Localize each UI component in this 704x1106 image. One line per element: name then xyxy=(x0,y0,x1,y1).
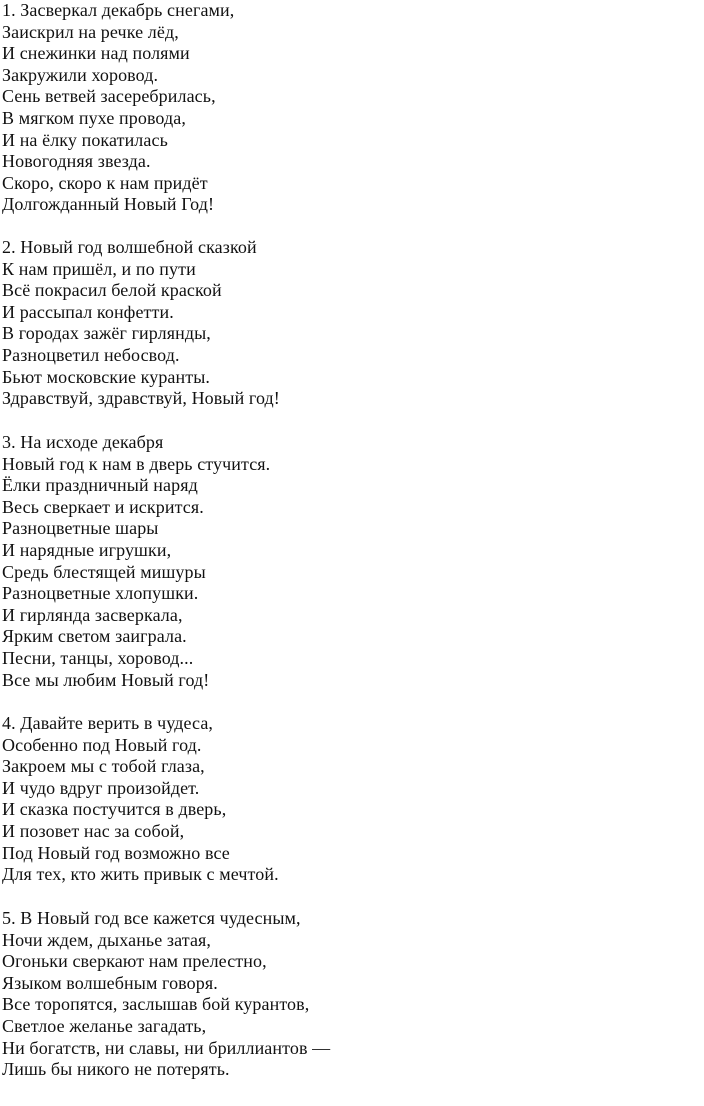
poem-line: 4. Давайте верить в чудеса, xyxy=(2,713,214,733)
poem-line: Средь блестящей мишуры xyxy=(2,561,206,582)
poem-line: Бьют московские куранты. xyxy=(2,366,211,387)
poem-line: 1. Засверкал декабрь снегами, xyxy=(2,0,235,20)
poem-line: Лишь бы никого не потерять. xyxy=(2,1059,230,1080)
stanza-4 xyxy=(2,713,279,886)
poem-line: Для тех, кто жить привык с мечтой. xyxy=(2,864,279,885)
poem-line: В мягком пухе провода, xyxy=(2,107,186,128)
poem-line: Скоро, скоро к нам придёт xyxy=(2,172,208,193)
stanza-1 xyxy=(2,0,234,216)
poem-line: И на ёлку покатилась xyxy=(2,129,168,150)
poem-line: И чудо вдруг произойдет. xyxy=(2,777,200,798)
poem-line: Долгожданный Новый Год! xyxy=(2,194,215,215)
poem-line: Светлое желанье загадать, xyxy=(2,1015,207,1036)
poem-line: Закружили хоровод. xyxy=(2,64,159,85)
poem-line: Здравствуй, здравствуй, Новый год! xyxy=(2,388,280,409)
poem-line: Новогодняя звезда. xyxy=(2,151,151,172)
poem-line: Под Новый год возможно все xyxy=(2,842,230,863)
stanza-3 xyxy=(2,432,270,691)
poem-line: В городах зажёг гирлянды, xyxy=(2,323,211,344)
poem-line: Весь сверкает и искрится. xyxy=(2,496,204,517)
poem-line: И нарядные игрушки, xyxy=(2,539,172,560)
poem-line: И сказка постучится в дверь, xyxy=(2,799,227,820)
poem-line: И позовет нас за собой, xyxy=(2,820,185,841)
poem-line: К нам пришёл, и по пути xyxy=(2,258,196,279)
poem-line: Ёлки праздничный наряд xyxy=(2,475,198,496)
stanza-5 xyxy=(2,908,330,1081)
poem-line: Все торопятся, заслышав бой курантов, xyxy=(2,994,310,1015)
poem-line: Ни богатств, ни славы, ни бриллиантов — xyxy=(2,1037,331,1058)
poem-line: Закроем мы с тобой глаза, xyxy=(2,756,205,777)
poem-line: Разноцветные хлопушки. xyxy=(2,583,199,604)
poem-line: Всё покрасил белой краской xyxy=(2,280,222,301)
poem-line: Разноцветные шары xyxy=(2,518,159,539)
poem-line: Заискрил на речке лёд, xyxy=(2,21,179,42)
poem-line: Языком волшебным говоря. xyxy=(2,972,218,993)
poem-line: Огоньки сверкают нам прелестно, xyxy=(2,951,267,972)
poem-line: Песни, танцы, хоровод... xyxy=(2,647,194,668)
poem-line: Все мы любим Новый год! xyxy=(2,669,210,690)
poem-line: И снежинки над полями xyxy=(2,43,190,64)
poem-line: Сень ветвей засеребрилась, xyxy=(2,86,216,107)
poem-line: Ярким светом заиграла. xyxy=(2,626,187,647)
poem-line: Особенно под Новый год. xyxy=(2,734,202,755)
poem-line: Разноцветил небосвод. xyxy=(2,344,180,365)
poem-line: 3. На исходе декабря xyxy=(2,432,164,452)
stanza-2 xyxy=(2,237,280,410)
poem-line: Новый год к нам в дверь стучится. xyxy=(2,453,271,474)
poem-line: 5. В Новый год все кажется чудесным, xyxy=(2,908,301,928)
poem-line: И гирлянда засверкала, xyxy=(2,604,183,625)
poem-line: Ночи ждем, дыханье затая, xyxy=(2,929,212,950)
poem-line: И рассыпал конфетти. xyxy=(2,301,174,322)
poem-line: 2. Новый год волшебной сказкой xyxy=(2,237,257,257)
